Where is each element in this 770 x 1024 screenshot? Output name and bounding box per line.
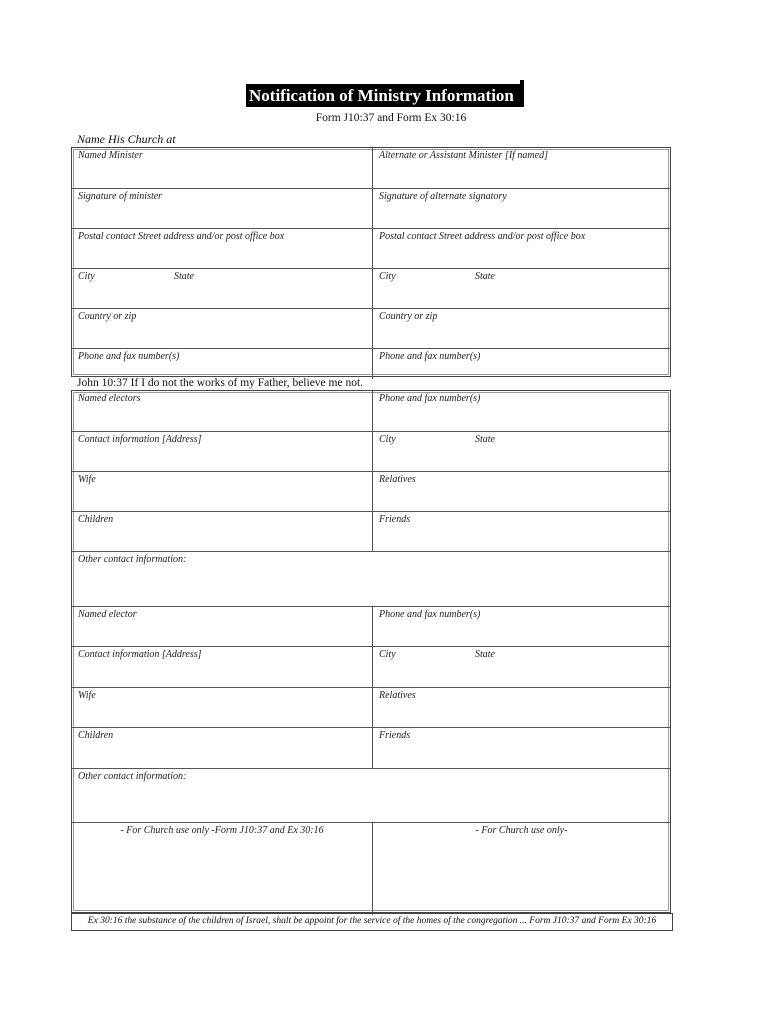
field-label: Named Minister [78, 150, 143, 161]
elector-city-state-field[interactable] [372, 432, 670, 472]
form-row [72, 606, 670, 647]
elector-other-contact-field[interactable] [72, 552, 670, 607]
elector2-children-field[interactable] [72, 728, 372, 769]
electors-section [71, 390, 671, 913]
field-label: City [379, 271, 396, 282]
field-label: Relatives [379, 474, 416, 485]
elector-relatives-field[interactable] [372, 472, 670, 512]
alternate-minister-field[interactable] [372, 148, 670, 188]
alternate-phone-fax-field[interactable] [372, 349, 670, 379]
alternate-signature-field[interactable] [372, 189, 670, 229]
form-row [72, 727, 670, 769]
form-row [72, 188, 670, 229]
field-label: - For Church use only- [475, 825, 568, 836]
form-row [72, 768, 670, 823]
elector2-wife-field[interactable] [72, 688, 372, 728]
named-elector-field[interactable] [72, 607, 372, 647]
state-label: State [475, 434, 495, 445]
form-row [72, 551, 670, 607]
field-label: City [379, 434, 396, 445]
verse-line: John 10:37 If I do not the works of my Father, believe me not. [77, 377, 364, 389]
elector-wife-field[interactable] [72, 472, 372, 512]
minister-section [71, 147, 671, 377]
field-label: Phone and fax number(s) [78, 351, 180, 362]
church-use-right-field[interactable] [372, 823, 670, 915]
elector-contact-field[interactable] [72, 432, 372, 472]
form-row [72, 646, 670, 688]
field-label: Postal contact Street address and/or post office box [78, 231, 285, 242]
form-row [72, 148, 670, 188]
form-row [72, 391, 670, 431]
elector2-phone-field[interactable] [372, 607, 670, 647]
named-minister-field[interactable] [72, 148, 372, 188]
form-row [72, 511, 670, 552]
named-electors-field[interactable] [72, 391, 372, 431]
form-row [72, 822, 670, 915]
title-wrap [246, 84, 521, 109]
alternate-city-state-field[interactable] [372, 269, 670, 309]
form-subtitle: Form J10:37 and Form Ex 30:16 [315, 112, 467, 124]
form-row [72, 471, 670, 512]
postal-address-field[interactable] [72, 229, 372, 269]
field-label: City [379, 649, 396, 660]
city-state-field[interactable] [72, 269, 372, 309]
elector2-contact-field[interactable] [72, 647, 372, 688]
form-row [72, 348, 670, 379]
field-label: Contact information [Address] [78, 649, 202, 660]
field-label: Other contact information: [78, 771, 187, 782]
field-label: Wife [78, 474, 96, 485]
elector2-city-state-field[interactable] [372, 647, 670, 688]
field-label: Signature of minister [78, 191, 163, 202]
field-label: Children [78, 514, 114, 525]
field-label: Phone and fax number(s) [379, 609, 481, 620]
field-label: Postal contact Street address and/or post office box [379, 231, 586, 242]
field-label: Other contact information: [78, 554, 187, 565]
field-label: - For Church use only -Form J10:37 and Ex 30:16 [120, 825, 324, 836]
form-row [72, 308, 670, 349]
form-title: Notification of Ministry Information [246, 84, 521, 107]
field-label: Named elector [78, 609, 137, 620]
field-label: Alternate or Assistant Minister [If named] [379, 150, 548, 161]
elector-friends-field[interactable] [372, 512, 670, 552]
elector-children-field[interactable] [72, 512, 372, 552]
field-label: Wife [78, 690, 96, 701]
form-row [72, 268, 670, 309]
field-label: Country or zip [78, 311, 137, 322]
footer-verse: Ex 30:16 the substance of the children of Israel, shalt be appoint for the service of the homes of the congregation ... Form J10:37 and Form Ex 30:16 [71, 913, 673, 931]
elector2-other-contact-field[interactable] [72, 769, 670, 823]
form-row [72, 687, 670, 728]
form-row [72, 431, 670, 472]
field-label: Phone and fax number(s) [379, 351, 481, 362]
field-label: Signature of alternate signatory [379, 191, 507, 202]
name-line: Name His Church at [77, 132, 176, 146]
church-use-left-field[interactable] [72, 823, 372, 915]
field-label: Friends [379, 730, 411, 741]
elector2-friends-field[interactable] [372, 728, 670, 769]
elector-phone-field[interactable] [372, 391, 670, 431]
field-label: Named electors [78, 393, 141, 404]
minister-signature-field[interactable] [72, 189, 372, 229]
field-label: Contact information [Address] [78, 434, 202, 445]
state-label: State [475, 271, 495, 282]
phone-fax-field[interactable] [72, 349, 372, 379]
field-label: Children [78, 730, 114, 741]
state-label: State [475, 649, 495, 660]
field-label: City [78, 271, 95, 282]
country-zip-field[interactable] [72, 309, 372, 349]
field-label: Phone and fax number(s) [379, 393, 481, 404]
state-label: State [174, 271, 194, 282]
field-label: Country or zip [379, 311, 438, 322]
form-row [72, 228, 670, 269]
field-label: Friends [379, 514, 411, 525]
elector2-relatives-field[interactable] [372, 688, 670, 728]
alternate-country-zip-field[interactable] [372, 309, 670, 349]
alternate-postal-address-field[interactable] [372, 229, 670, 269]
field-label: Relatives [379, 690, 416, 701]
